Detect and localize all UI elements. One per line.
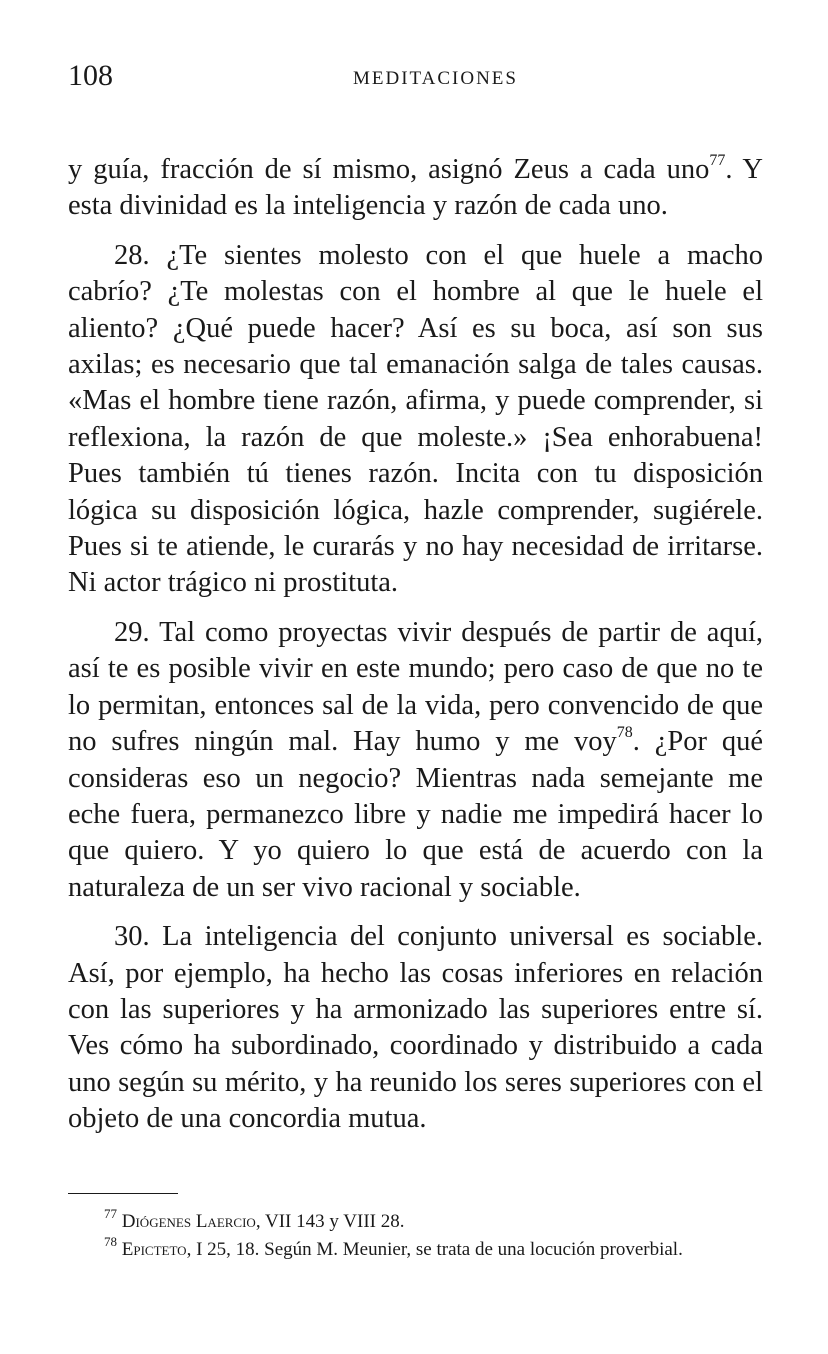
footnote-number: 77 xyxy=(104,1205,117,1221)
footnote-number: 78 xyxy=(104,1233,117,1249)
footnote-78 xyxy=(68,1233,763,1264)
footnote-77 xyxy=(68,1205,763,1236)
section-30: 30. La inteligencia del conjunto universal es sociable. Así, por ejemplo, ha hecho las cosas inferiores en relación con las superiores y ha armonizado las superiores entre sí. Ves cómo ha subordinado, coordinado y distribuido a cada uno según su mérito, y ha reunido los seres superiores con el objeto de una concordia mutua. xyxy=(68,921,763,1135)
footnote-text: , I 25, 18. Según M. Meunier, se trata de una locución proverbial. xyxy=(186,1239,683,1260)
footnotes xyxy=(68,1205,763,1264)
footnote-text: , VII 143 y VIII 28. xyxy=(255,1211,405,1232)
paragraph-text: . ¿Por qué consideras eso un negocio? Mientras nada semejante me eche fuera, permanezco libre y nadie me impedirá hacer lo que quiero. Y yo quiero lo que está de acuerdo con la naturaleza de un ser vivo racional y sociable. xyxy=(68,726,763,903)
page-number: 108 xyxy=(68,59,113,92)
footnote-author: Diógenes Laercio xyxy=(121,1211,256,1232)
paragraph-text: . Y esta divinidad es la inteligencia y razón de cada uno. xyxy=(68,154,763,222)
body-text xyxy=(68,152,763,1138)
section-29 xyxy=(68,615,763,906)
footnote-ref-78: 78 xyxy=(616,723,633,741)
footnote-author: Epicteto xyxy=(121,1239,187,1260)
paragraph-text: 29. Tal como proyectas vivir después de partir de aquí, así te es posible vivir en este mundo; pero caso de que no te lo permitan, entonces sal de la vida, pero convencido de que no sufres ningún mal. Hay humo y me voy xyxy=(68,616,763,758)
footnote-divider xyxy=(68,1193,178,1194)
running-title: MEDITACIONES xyxy=(353,68,518,89)
section-28: 28. ¿Te sientes molesto con el que huele a macho cabrío? ¿Te molestas con el hombre al que le huele el aliento? ¿Qué puede hacer? Así es su boca, así son sus axilas; es necesario que tal emanación salga de tales causas. «Mas el hombre tiene razón, afirma, y puede comprender, si reflexiona, la razón de que moleste.» ¡Sea enhorabuena! Pues también tú tienes razón. Incita con tu disposición lógica su disposición lógica, hazle comprender, sugiérele. Pues si te atiende, le curarás y no hay necesidad de irritarse. Ni actor trágico ni prostituta. xyxy=(68,239,763,599)
footnote-ref-77: 77 xyxy=(709,151,726,169)
paragraph-continuation xyxy=(68,152,763,225)
page-header xyxy=(68,58,763,98)
paragraph-text: y guía, fracción de sí mismo, asignó Zeus a cada uno xyxy=(68,154,710,185)
